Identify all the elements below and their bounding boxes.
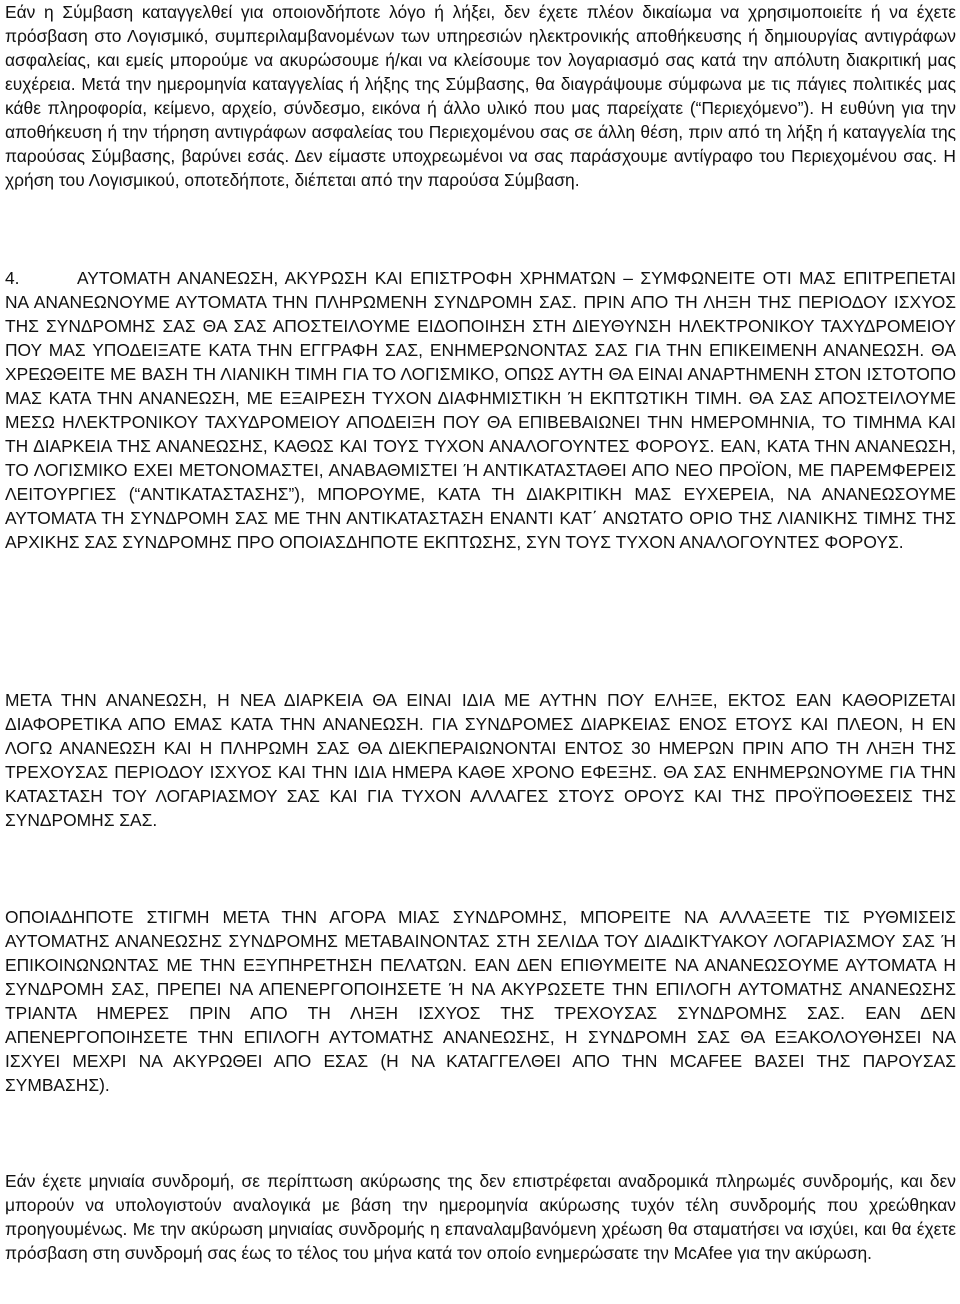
paragraph-text: ΟΠΟΙΑΔΗΠΟΤΕ ΣΤΙΓΜΗ ΜΕΤΑ ΤΗΝ ΑΓΟΡΑ ΜΙΑΣ ΣΥΝΔΡΟΜΗΣ, ΜΠΟΡΕΙΤΕ ΝΑ ΑΛΛΑΞΕΤΕ ΤΙΣ ΡΥΘΜΙΣΕΙΣ ΑΥΤΟΜΑΤΗΣ ΑΝΑΝΕΩΣΗΣ ΣΥΝΔΡΟΜΗΣ ΜΕΤΑΒΑΙΝΟΝΤΑΣ ΣΤΗ ΣΕΛΙΔΑ ΤΟΥ ΔΙΑΔΙΚΤΥΑΚΟΥ ΛΟΓΑΡΙΑΣΜΟΥ ΣΑΣ Ή ΕΠΙΚΟΙΝΩΝΩΝΤΑΣ ΜΕ ΤΗΝ ΕΞΥΠΗΡΕΤΗΣΗ ΠΕΛΑΤΩΝ. ΕΑΝ ΔΕΝ ΕΠΙΘΥΜΕΙΤΕ ΝΑ ΑΝΑΝΕΩΣΟΥΜΕ ΑΥΤΟΜΑΤΑ Η ΣΥΝΔΡΟΜΗ ΣΑΣ, ΠΡΕΠΕΙ ΝΑ ΑΠΕΝΕΡΓΟΠΟΙΗΣΕΤΕ Ή ΝΑ ΑΚΥΡΩΣΕΤΕ ΤΗΝ ΕΠΙΛΟΓΗ ΑΥΤΟΜΑΤΗΣ ΑΝΑΝΕΩΣΗΣ ΤΡΙΑΝΤΑ ΗΜΕΡΕΣ ΠΡΙΝ ΑΠΟ ΤΗ ΛΗΞΗ ΙΣΧΥΟΣ ΤΗΣ ΤΡΕΧΟΥΣΑΣ ΣΥΝΔΡΟΜΗΣ ΣΑΣ. ΕΑΝ ΔΕΝ ΑΠΕΝΕΡΓΟΠΟΙΗΣΕΤΕ ΤΗΝ ΕΠΙΛΟΓΗ ΑΥΤΟΜΑΤΗΣ ΑΝΑΝΕΩΣΗΣ, Η ΣΥΝΔΡΟΜΗ ΣΑΣ ΘΑ ΕΞΑΚΟΛΟΥΘΗΣΕΙ ΝΑ ΙΣΧΥΕΙ ΜΕΧΡΙ ΝΑ ΑΚΥΡΩΘΕΙ ΑΠΟ ΕΣΑΣ (Η ΝΑ ΚΑΤΑΓΓΕΛΘΕΙ ΑΠΟ ΤΗΝ MCAFEE ΒΑΣΕΙ ΤΗΣ ΠΑΡΟΥΣΑΣ ΣΥΜΒΑΣΗΣ).	[5, 907, 956, 1095]
section-number: 4.	[5, 268, 20, 288]
paragraph-text: Εάν η Σύμβαση καταγγελθεί για οποιονδήποτε λόγο ή λήξει, δεν έχετε πλέον δικαίωμα να χρησιμοποιείτε ή να έχετε πρόσβαση στο Λογισμικό, συμπεριλαμβανομένων των υπηρεσιών ηλεκτρονικής αποθήκευσης ή δημιουργίας αντιγράφων ασφαλείας, και εμείς μπορούμε να ακυρώσουμε ή/και να κλείσουμε τον λογαριασμό σας κατά την απόλυτη διακριτική μας ευχέρεια. Μετά την ημερομηνία καταγγελίας ή λήξης της Σύμβασης, θα διαγράψουμε σύμφωνα με τις πάγιες πολιτικές μας κάθε πληροφορία, κείμενο, αρχείο, σύνδεσμο, εικόνα ή άλλο υλικό που μας παρείχατε (“Περιεχόμενο”). Η ευθύνη για την αποθήκευση ή την τήρηση αντιγράφων ασφαλείας του Περιεχομένου σας σε άλλη θέση, πριν από τη λήξη ή καταγγελία της παρούσας Σύμβασης, βαρύνει εσάς. Δεν είμαστε υποχρεωμένοι να σας παράσχουμε αντίγραφο του Περιεχομένου σας. Η χρήση του Λογισμικού, οποτεδήποτε, διέπεται από την παρούσα Σύμβαση.	[5, 2, 956, 190]
paragraph-monthly-subscription	[5, 1169, 956, 1265]
paragraph-termination	[5, 0, 956, 192]
section-4-auto-renewal	[5, 266, 956, 554]
paragraph-renewal-settings	[5, 905, 956, 1097]
paragraph-text: Εάν έχετε μηνιαία συνδρομή, σε περίπτωση ακύρωσης της δεν επιστρέφεται αναδρομικά πληρωμές συνδρομής, και δεν μπορούν να υπολογιστούν αναλογικά με βάση την ημερομηνία ακύρωσης τυχόν τέλη συνδρομής που χρεώθηκαν προηγουμένως. Με την ακύρωση μηνιαίας συνδρομής η επαναλαμβανόμενη χρέωση θα σταματήσει να ισχύει, και θα έχετε πρόσβαση στη συνδρομή σας έως το τέλος του μήνα κατά τον οποίο ενημερώσατε την McAfee για την ακύρωση.	[5, 1171, 956, 1263]
paragraph-text: ΜΕΤΑ ΤΗΝ ΑΝΑΝΕΩΣΗ, Η ΝΕΑ ΔΙΑΡΚΕΙΑ ΘΑ ΕΙΝΑΙ ΙΔΙΑ ΜΕ ΑΥΤΗΝ ΠΟΥ ΕΛΗΞΕ, ΕΚΤΟΣ ΕΑΝ ΚΑΘΟΡΙΖΕΤΑΙ ΔΙΑΦΟΡΕΤΙΚΑ ΑΠΟ ΕΜΑΣ ΚΑΤΑ ΤΗΝ ΑΝΑΝΕΩΣΗ. ΓΙΑ ΣΥΝΔΡΟΜΕΣ ΔΙΑΡΚΕΙΑΣ ΕΝΟΣ ΕΤΟΥΣ ΚΑΙ ΠΛΕΟΝ, Η ΕΝ ΛΟΓΩ ΑΝΑΝΕΩΣΗ ΚΑΙ Η ΠΛΗΡΩΜΗ ΣΑΣ ΘΑ ΔΙΕΚΠΕΡΑΙΩΝΟΝΤΑΙ ΕΝΤΟΣ 30 ΗΜΕΡΩΝ ΠΡΙΝ ΑΠΟ ΤΗ ΛΗΞΗ ΤΗΣ ΤΡΕΧΟΥΣΑΣ ΠΕΡΙΟΔΟΥ ΙΣΧΥΟΣ ΚΑΙ ΤΗΝ ΙΔΙΑ ΗΜΕΡΑ ΚΑΘΕ ΧΡΟΝΟ ΕΦΕΞΗΣ. ΘΑ ΣΑΣ ΕΝΗΜΕΡΩΝΟΥΜΕ ΓΙΑ ΤΗΝ ΚΑΤΑΣΤΑΣΗ ΤΟΥ ΛΟΓΑΡΙΑΣΜΟΥ ΣΑΣ ΚΑΙ ΓΙΑ ΤΥΧΟΝ ΑΛΛΑΓΕΣ ΣΤΟΥΣ ΟΡΟΥΣ ΚΑΙ ΤΗΣ ΠΡΟΫΠΟΘΕΣΕΙΣ ΤΗΣ ΣΥΝΔΡΟΜΗΣ ΣΑΣ.	[5, 690, 956, 830]
paragraph-text: ΑΥΤΟΜΑΤΗ ΑΝΑΝΕΩΣΗ, ΑΚΥΡΩΣΗ ΚΑΙ ΕΠΙΣΤΡΟΦΗ ΧΡΗΜΑΤΩΝ – ΣΥΜΦΩΝΕΙΤΕ ΟΤΙ ΜΑΣ ΕΠΙΤΡΕΠΕΤΑΙ ΝΑ ΑΝΑΝΕΩΝΟΥΜΕ ΑΥΤΟΜΑΤΑ ΤΗΝ ΠΛΗΡΩΜΕΝΗ ΣΥΝΔΡΟΜΗ ΣΑΣ. ΠΡΙΝ ΑΠΟ ΤΗ ΛΗΞΗ ΤΗΣ ΠΕΡΙΟΔΟΥ ΙΣΧΥΟΣ ΤΗΣ ΣΥΝΔΡΟΜΗΣ ΣΑΣ ΘΑ ΣΑΣ ΑΠΟΣΤΕΙΛΟΥΜΕ ΕΙΔΟΠΟΙΗΣΗ ΣΤΗ ΔΙΕΥΘΥΝΣΗ ΗΛΕΚΤΡΟΝΙΚΟΥ ΤΑΧΥΔΡΟΜΕΙΟΥ ΠΟΥ ΜΑΣ ΥΠΟΔΕΙΞΑΤΕ ΚΑΤΑ ΤΗΝ ΕΓΓΡΑΦΗ ΣΑΣ, ΕΝΗΜΕΡΩΝΟΝΤΑΣ ΣΑΣ ΓΙΑ ΤΗΝ ΕΠΙΚΕΙΜΕΝΗ ΑΝΑΝΕΩΣΗ. ΘΑ ΧΡΕΩΘΕΙΤΕ ΜΕ ΒΑΣΗ ΤΗ ΛΙΑΝΙΚΗ ΤΙΜΗ ΓΙΑ ΤΟ ΛΟΓΙΣΜΙΚΟ, ΟΠΩΣ ΑΥΤΗ ΘΑ ΕΙΝΑΙ ΑΝΑΡΤΗΜΕΝΗ ΣΤΟΝ ΙΣΤΟΤΟΠΟ ΜΑΣ ΚΑΤΑ ΤΗΝ ΑΝΑΝΕΩΣΗ, ΜΕ ΕΞΑΙΡΕΣΗ ΤΥΧΟΝ ΔΙΑΦΗΜΙΣΤΙΚΗ Ή ΕΚΠΤΩΤΙΚΗ ΤΙΜΗ. ΘΑ ΣΑΣ ΑΠΟΣΤΕΙΛΟΥΜΕ ΜΕΣΩ ΗΛΕΚΤΡΟΝΙΚΟΥ ΤΑΧΥΔΡΟΜΕΙΟΥ ΑΠΟΔΕΙΞΗ ΠΟΥ ΘΑ ΕΠΙΒΕΒΑΙΩΝΕΙ ΤΗΝ ΗΜΕΡΟΜΗΝΙΑ, ΤΟ ΤΙΜΗΜΑ ΚΑΙ ΤΗ ΔΙΑΡΚΕΙΑ ΤΗΣ ΑΝΑΝΕΩΣΗΣ, ΚΑΘΩΣ ΚΑΙ ΤΟΥΣ ΤΥΧΟΝ ΑΝΑΛΟΓΟΥΝΤΕΣ ΦΟΡΟΥΣ. ΕΑΝ, ΚΑΤΑ ΤΗΝ ΑΝΑΝΕΩΣΗ, ΤΟ ΛΟΓΙΣΜΙΚΟ ΕΧΕΙ ΜΕΤΟΝΟΜΑΣΤΕΙ, ΑΝΑΒΑΘΜΙΣΤΕΙ Ή ΑΝΤΙΚΑΤΑΣΤΑΘΕΙ ΑΠΟ ΝΕΟ ΠΡΟΪΟΝ, ΜΕ ΠΑΡΕΜΦΕΡΕΙΣ ΛΕΙΤΟΥΡΓΙΕΣ (“ΑΝΤΙΚΑΤΑΣΤΑΣΗΣ”), ΜΠΟΡΟΥΜΕ, ΚΑΤΑ ΤΗ ΔΙΑΚΡΙΤΙΚΗ ΜΑΣ ΕΥΧΕΡΕΙΑ, ΝΑ ΑΝΑΝΕΩΣΟΥΜΕ ΑΥΤΟΜΑΤΑ ΤΗ ΣΥΝΔΡΟΜΗ ΣΑΣ ΜΕ ΤΗΝ ΑΝΤΙΚΑΤΑΣΤΑΣΗ ΕΝΑΝΤΙ ΚΑΤ΄ ΑΝΩΤΑΤΟ ΟΡΙΟ ΤΗΣ ΛΙΑΝΙΚΗΣ ΤΙΜΗΣ ΤΗΣ ΑΡΧΙΚΗΣ ΣΑΣ ΣΥΝΔΡΟΜΗΣ ΠΡΟ ΟΠΟΙΑΣΔΗΠΟΤΕ ΕΚΠΤΩΣΗΣ, ΣΥΝ ΤΟΥΣ ΤΥΧΟΝ ΑΝΑΛΟΓΟΥΝΤΕΣ ΦΟΡΟΥΣ.	[5, 268, 956, 552]
paragraph-renewal-term	[5, 688, 956, 832]
